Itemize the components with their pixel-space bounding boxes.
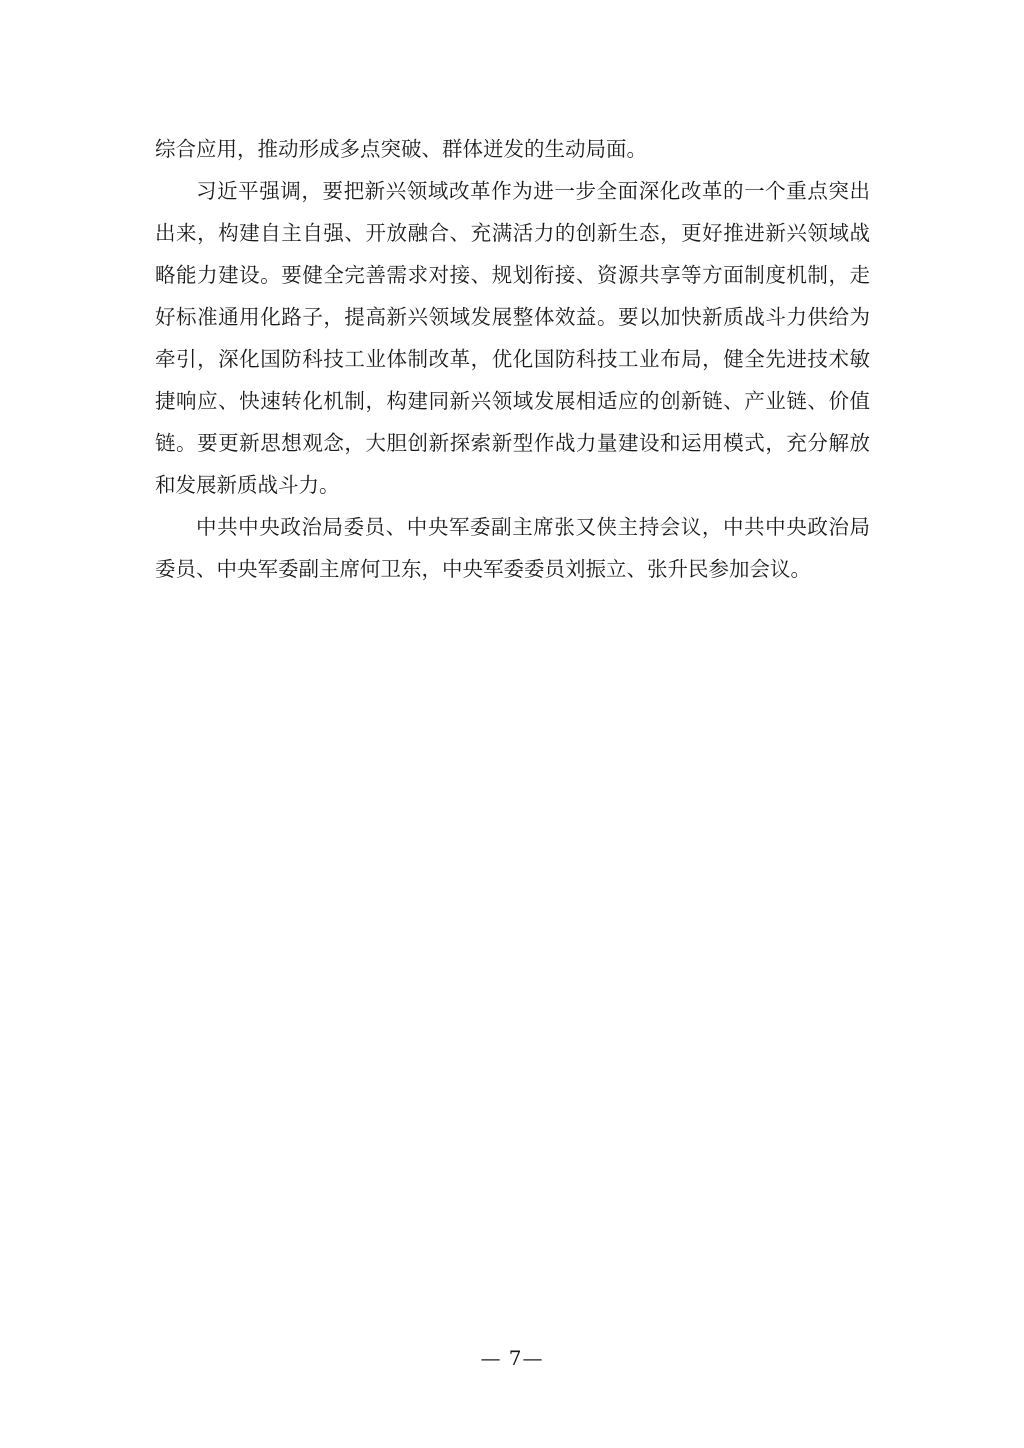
paragraph-meeting-attendees: 中共中央政治局委员、中央军委副主席张又侠主持会议，中共中央政治局委员、中央军委副主席何卫东，中央军委委员刘振立、张升民参加会议。 bbox=[155, 515, 870, 581]
paragraph-xi-emphasis: 习近平强调，要把新兴领域改革作为进一步全面深化改革的一个重点突出出来，构建自主自强、开放融合、充满活力的创新生态，更好推进新兴领域战略能力建设。要健全完善需求对接、规划衔接、资源共享等方面制度机制，走好标准通用化路子，提高新兴领域发展整体效益。要以加快新质战斗力供给为牵引，深化国防科技工业体制改革，优化国防科技工业布局，健全先进技术敏捷响应、快速转化机制，构建同新兴领域发展相适应的创新链、产业链、价值链。要更新思想观念，大胆创新探索新型作战力量建设和运用模式，充分解放和发展新质战斗力。 bbox=[155, 179, 870, 497]
paragraph-continuation: 综合应用，推动形成多点突破、群体迸发的生动局面。 bbox=[155, 137, 647, 161]
body-text bbox=[155, 128, 870, 590]
page-number: — 7— bbox=[480, 1346, 544, 1370]
